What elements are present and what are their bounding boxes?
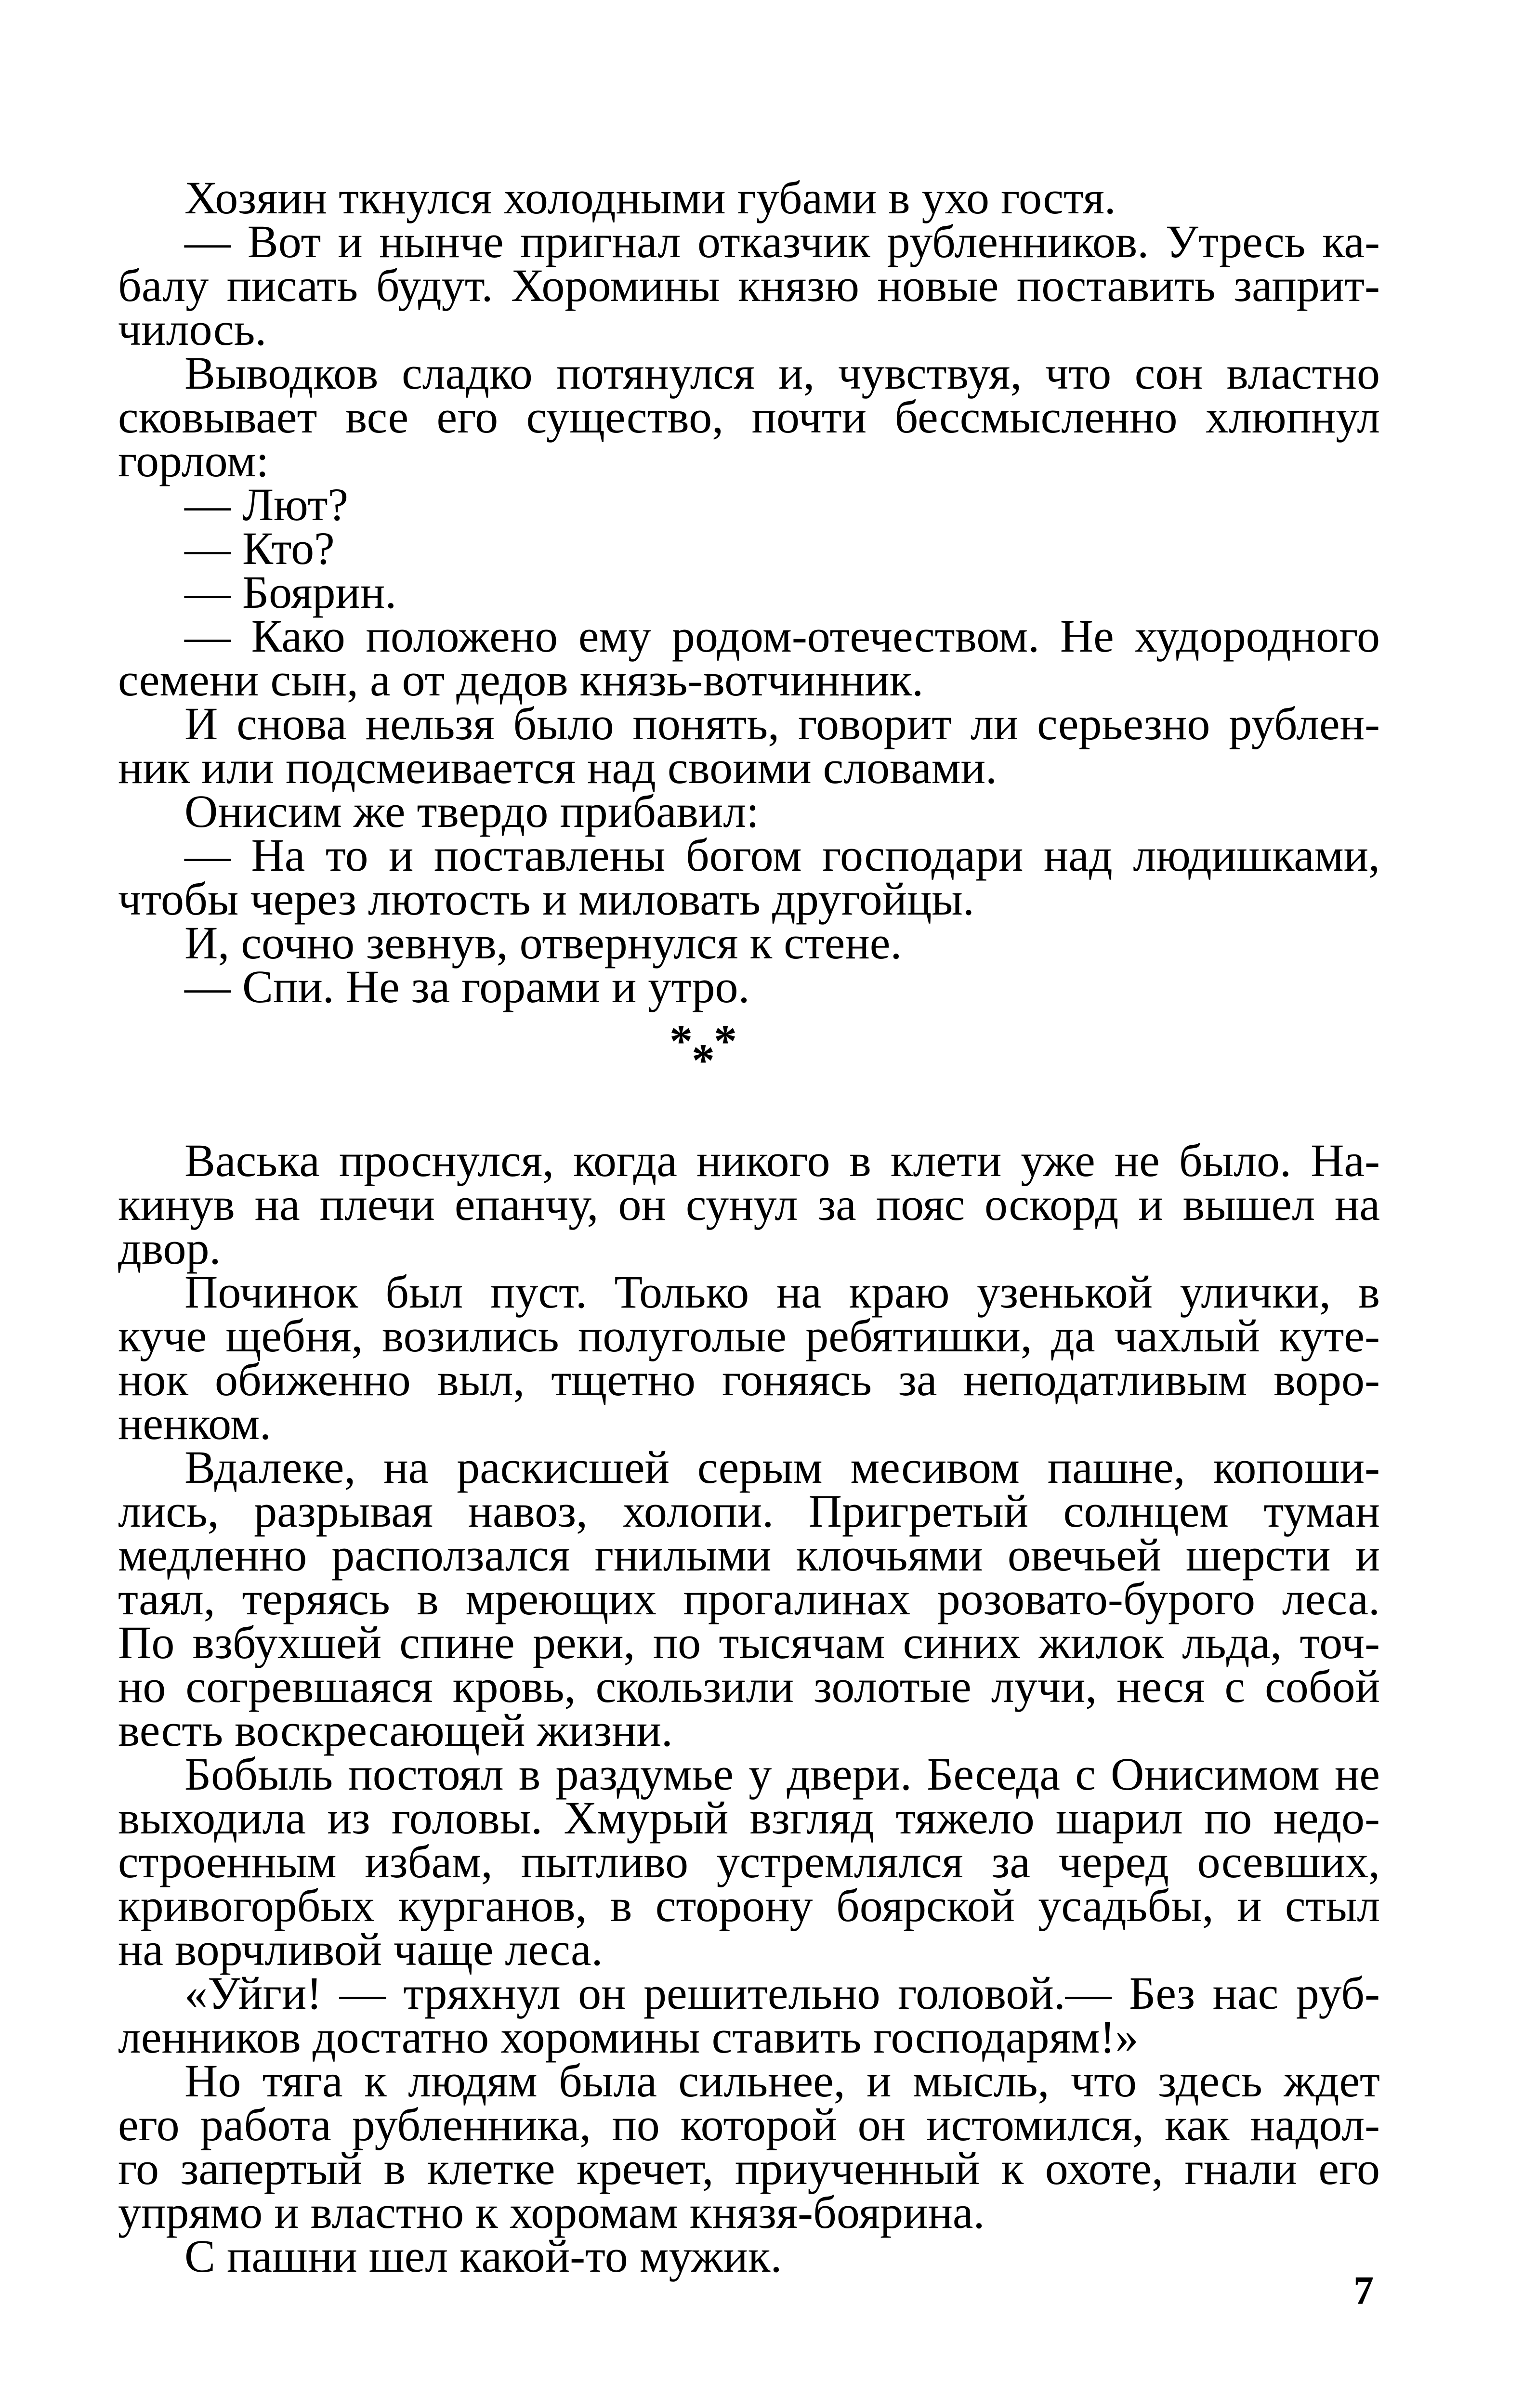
text-line: ненком.: [118, 1398, 272, 1449]
text-line: ник или подсмеивается над своими словами.: [118, 742, 997, 793]
text-line: чтобы через лютость и миловать другойцы.: [118, 873, 974, 925]
text-line: ленников достатно хоромины ставить господарям!»: [118, 2011, 1139, 2063]
text-line: — Спи. Не за горами и утро.: [184, 961, 750, 1012]
text-line: сковывает все его существо, почти бессмысленно хлюпнул: [118, 391, 1380, 443]
text-line: его работа рубленника, по которой он истомился, как надол-: [118, 2099, 1380, 2150]
text-line: куче щебня, возились полуголые ребятишки, да чахлый куте-: [118, 1310, 1380, 1361]
text-section-1: [118, 172, 1380, 1012]
text-line: таял, теряясь в мреющих прогалинах розовато-бурого леса.: [118, 1573, 1380, 1624]
text-line: — На то и поставлены богом господари над людишками,: [184, 829, 1380, 881]
text-line: Вдалеке, на раскисшей серым месивом пашне, копоши-: [184, 1441, 1380, 1493]
text-line: балу писать будут. Хоромины князю новые поставить заприт-: [118, 260, 1380, 311]
text-line: горлом:: [118, 435, 269, 486]
text-line: Бобыль постоял в раздумье у двери. Беседа с Онисимом не: [184, 1748, 1380, 1800]
page-number: 7: [1353, 2268, 1374, 2313]
text-section-2: [118, 1135, 1380, 2282]
text-line: кривогорбых курганов, в сторону боярской усадьбы, и стыл: [118, 1880, 1380, 1931]
text-line: семени сын, а от дедов князь-вотчинник.: [118, 654, 924, 706]
text-line: С пашни шел какой-то мужик.: [184, 2230, 782, 2282]
text-line: — Лют?: [184, 479, 349, 530]
text-line: Починок был пуст. Только на краю узенькой улички, в: [184, 1266, 1380, 1318]
text-line: Васька проснулся, когда никого в клети уже не было. На-: [184, 1135, 1380, 1186]
text-line: выходила из головы. Хмурый взгляд тяжело шарил по недо-: [118, 1792, 1380, 1844]
separator-star-left: *: [670, 1015, 693, 1067]
text-line: — Боярин.: [184, 566, 397, 618]
separator-star-bottom: *: [692, 1034, 715, 1086]
text-line: Хозяин ткнулся холодными губами в ухо гостя.: [184, 172, 1116, 223]
text-line: Но тяга к людям была сильнее, и мысль, что здесь ждет: [184, 2055, 1380, 2107]
text-line: И, сочно зевнув, отвернулся к стене.: [184, 917, 902, 968]
text-line: упрямо и властно к хоромам князя-боярина.: [118, 2186, 985, 2238]
page-text: [118, 172, 1380, 2282]
text-line: кинув на плечи епанчу, он сунул за пояс оскорд и вышел на: [118, 1178, 1380, 1230]
text-line: лись, разрывая навоз, холопи. Пригретый солнцем туман: [118, 1485, 1380, 1537]
text-line: — Кто?: [184, 523, 335, 574]
text-line: строенным избам, пытливо устремлялся за черед осевших,: [118, 1836, 1380, 1887]
text-line: медленно расползался гнилыми клочьями овечьей шерсти и: [118, 1529, 1380, 1581]
text-line: нок обиженно выл, тщетно гоняясь за неподатливым воро-: [118, 1354, 1380, 1405]
text-line: двор.: [118, 1222, 221, 1274]
text-line: — Како положено ему родом-отечеством. Не худородного: [184, 610, 1380, 662]
text-line: И снова нельзя было понять, говорит ли серьезно рублен-: [184, 698, 1380, 749]
separator-star-right: *: [714, 1015, 737, 1067]
text-line: чилось.: [118, 303, 267, 355]
text-line: «Уйги! — тряхнул он решительно головой.— Без нас руб-: [184, 1967, 1380, 2019]
text-line: на ворчливой чаще леса.: [118, 1924, 603, 1975]
section-separator: [118, 1008, 1380, 1139]
text-line: — Вот и нынче пригнал отказчик рубленников. Утресь ка-: [184, 216, 1380, 267]
text-line: весть воскресающей жизни.: [118, 1704, 673, 1756]
text-line: Онисим же твердо прибавил:: [184, 785, 759, 837]
text-line: По взбухшей спине реки, по тысячам синих жилок льда, точ-: [118, 1617, 1380, 1668]
text-line: но согревшаяся кровь, скользили золотые лучи, неся с собой: [118, 1661, 1380, 1712]
text-line: Выводков сладко потянулся и, чувствуя, что сон властно: [184, 347, 1380, 399]
text-line: го запертый в клетке кречет, приученный к охоте, гнали его: [118, 2143, 1380, 2194]
